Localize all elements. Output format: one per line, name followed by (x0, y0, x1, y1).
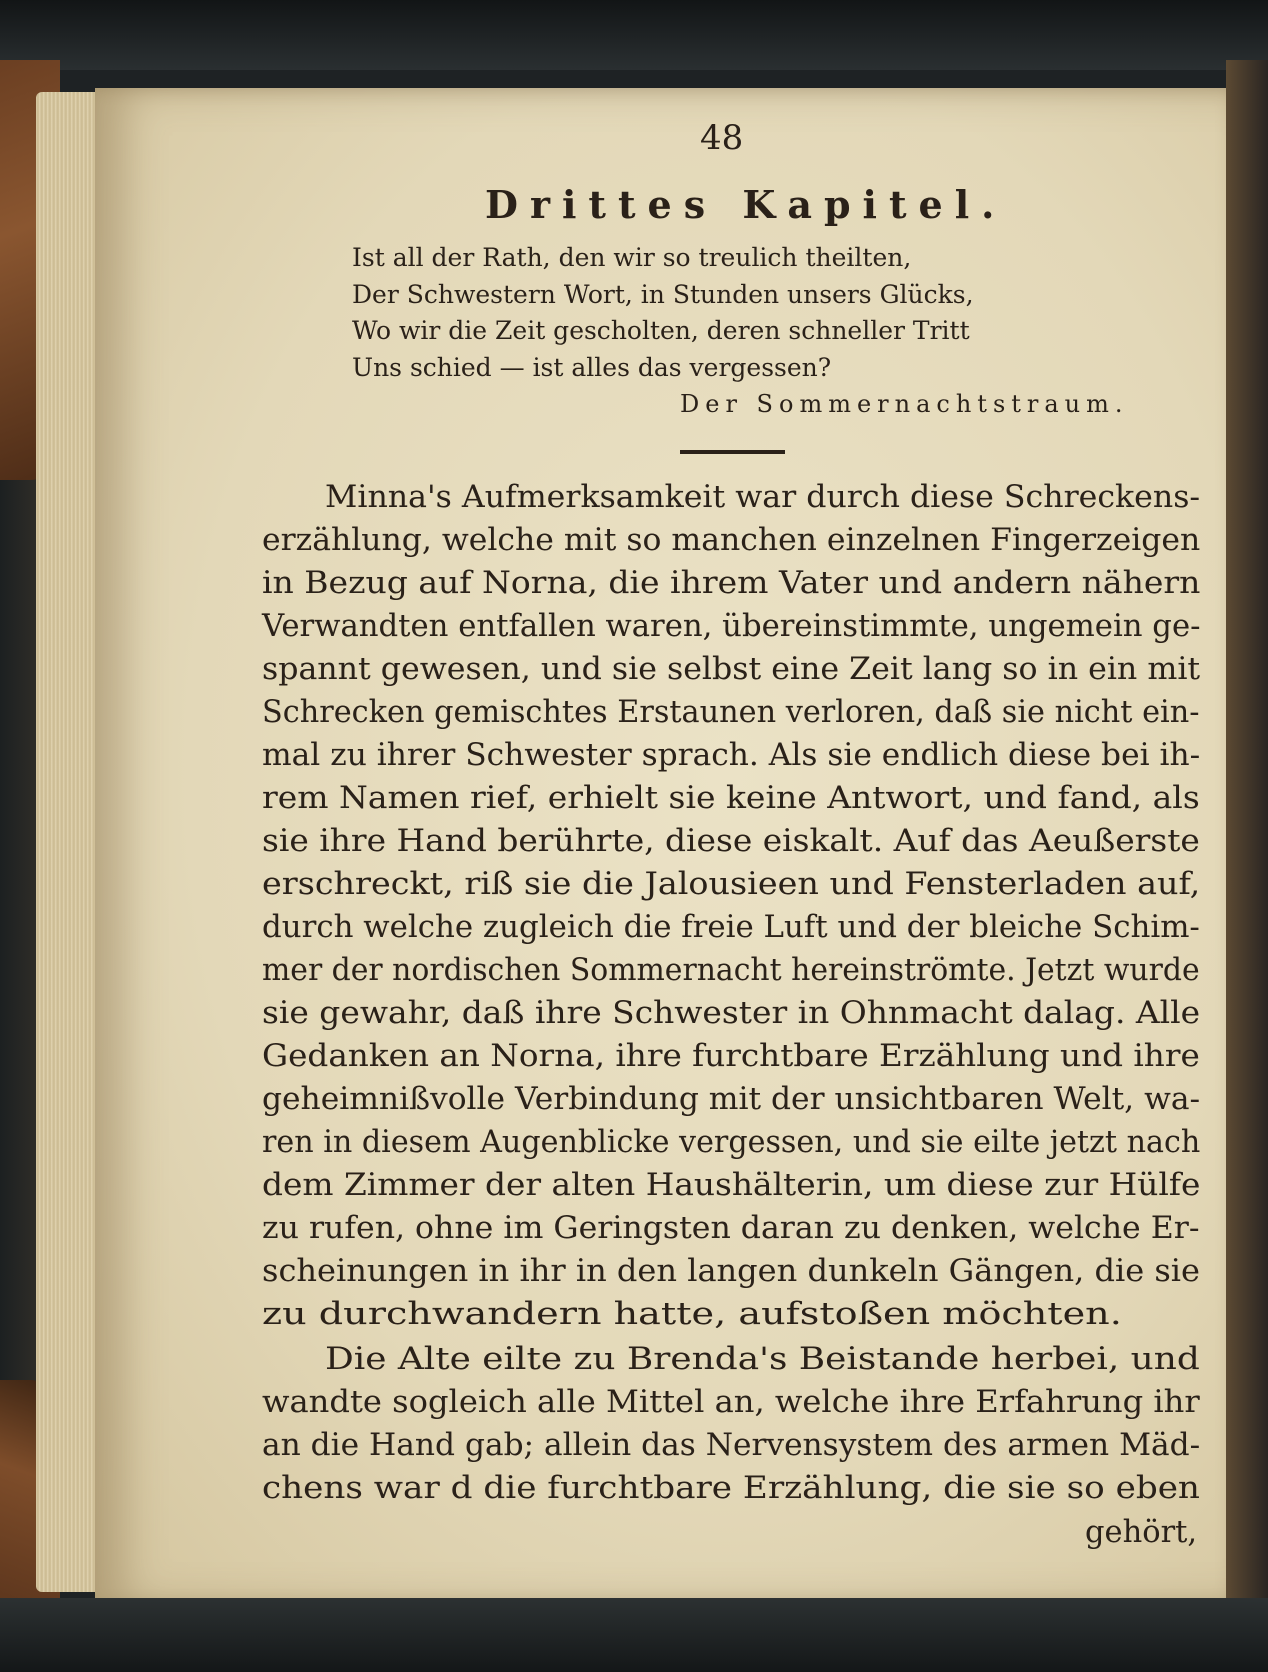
epigraph-line: Der Schwestern Wort, in Stunden unsers Glücks, (352, 280, 974, 309)
body-line: mal zu ihrer Schwester sprach. Als sie endlich diese bei ih- (262, 738, 1201, 773)
section-rule (680, 450, 785, 454)
body-line: Schrecken gemischtes Erstaunen verloren, daß sie nicht ein- (262, 695, 1200, 730)
body-line: sie ihre Hand berührte, diese eiskalt. Auf das Aeußerste (262, 824, 1200, 859)
body-line: zu rufen, ohne im Geringsten daran zu denken, welche Er- (262, 1211, 1200, 1246)
body-line: sie gewahr, daß ihre Schwester in Ohnmacht dalag. Alle (262, 996, 1201, 1031)
epigraph-line: Ist all der Rath, den wir so treulich theilten, (352, 243, 912, 272)
body-line: chens war d die furchtbare Erzählung, die sie so eben (262, 1471, 1200, 1506)
page-number: 48 (700, 118, 744, 158)
body-line: erzählung, welche mit so manchen einzelnen Fingerzeigen (262, 523, 1201, 558)
book-gutter (1226, 60, 1268, 1620)
body-line: mer der nordischen Sommernacht hereinströmte. Jetzt wurde (262, 953, 1200, 988)
body-line: in Bezug auf Norna, die ihrem Vater und andern nähern (262, 566, 1201, 601)
body-line: rem Namen rief, erhielt sie keine Antwort, und fand, als (262, 781, 1200, 816)
epigraph-line: Uns schied — ist alles das vergessen? (352, 353, 832, 382)
epigraph-source: Der Sommernachtstraum. (680, 390, 1129, 418)
body-line: Gedanken an Norna, ihre furchtbare Erzählung und ihre (262, 1039, 1200, 1074)
epigraph-line: Wo wir die Zeit gescholten, deren schneller Tritt (352, 316, 970, 345)
catchword: gehört, (1085, 1515, 1198, 1550)
body-line: Verwandten entfallen waren, übereinstimmte, ungemein ge- (262, 609, 1201, 644)
body-line: wandte sogleich alle Mittel an, welche ihre Erfahrung ihr (262, 1385, 1200, 1420)
body-line: ren in diesem Augenblicke vergessen, und sie eilte jetzt nach (262, 1125, 1201, 1160)
body-line: Die Alte eilte zu Brenda's Beistande herbei, und (325, 1342, 1200, 1377)
chapter-title: Drittes Kapitel. (485, 182, 1007, 227)
body-line: Minna's Aufmerksamkeit war durch diese Schreckens- (325, 480, 1201, 515)
body-line: an die Hand gab; allein das Nervensystem des armen Mäd- (262, 1428, 1201, 1463)
body-line: geheimnißvolle Verbindung mit der unsichtbaren Welt, wa- (262, 1082, 1201, 1117)
body-line: erschreckt, riß sie die Jalousieen und Fensterladen auf, (262, 867, 1201, 902)
body-line: dem Zimmer der alten Haushälterin, um diese zur Hülfe (262, 1168, 1201, 1203)
body-line: scheinungen in ihr in den langen dunkeln Gängen, die sie (262, 1254, 1201, 1289)
body-line: spannt gewesen, und sie selbst eine Zeit lang so in ein mit (262, 652, 1201, 687)
book-cover-bottom (0, 1598, 1268, 1672)
book-cover-top (0, 0, 1268, 70)
body-line: zu durchwandern hatte, aufstoßen möchten. (262, 1297, 1122, 1332)
body-line: durch welche zugleich die freie Luft und der bleiche Schim- (262, 910, 1200, 945)
